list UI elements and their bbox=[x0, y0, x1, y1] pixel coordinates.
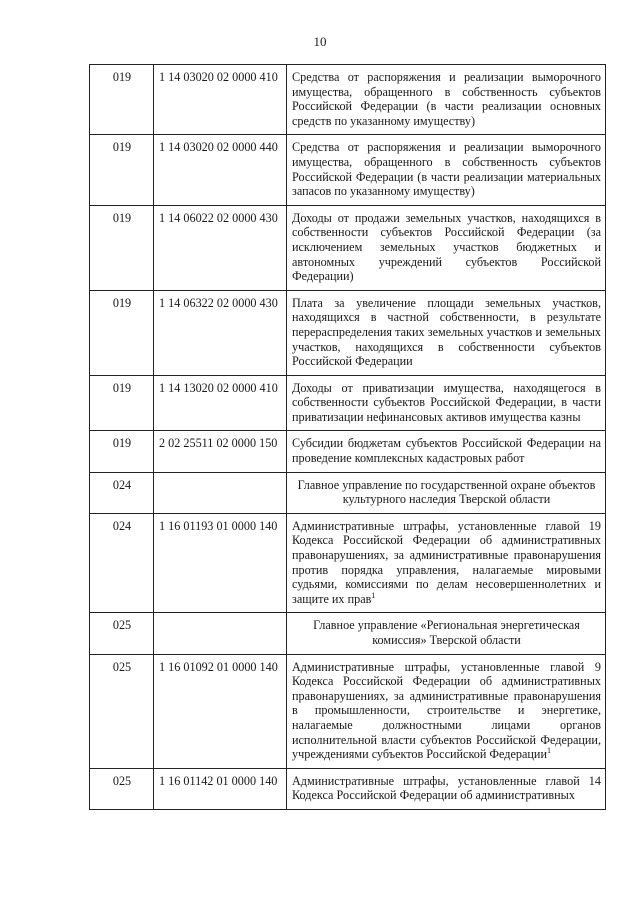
description-text: Главное управление по государственной охране объектов культурного наследия Тверской области bbox=[297, 477, 596, 507]
administrator-name-cell bbox=[287, 613, 606, 654]
budget-code-cell: 1 14 06322 02 0000 430 bbox=[154, 290, 287, 375]
description-cell bbox=[287, 290, 606, 375]
description-text: Административные штрафы, установленные главой 9 Кодекса Российской Федерации об административных правонарушениях, за административные правонарушения в промышленности, строительстве и энергетике, налагаемые должностными лицами органов исполнительной власти субъектов Российской Федерации, учреждениями субъектов Российской Федерации bbox=[292, 659, 601, 762]
table-row bbox=[90, 654, 606, 768]
table-row bbox=[90, 135, 606, 205]
admin-code-cell: 025 bbox=[90, 654, 154, 768]
description-text: Доходы от продажи земельных участков, находящихся в собственности субъектов Российской Федерации (за исключением земельных участков бюджетных и автономных учреждений субъектов Российской Федерации) bbox=[292, 210, 601, 284]
budget-code-cell: 2 02 25511 02 0000 150 bbox=[154, 431, 287, 472]
admin-code-cell: 025 bbox=[90, 613, 154, 654]
table-row bbox=[90, 768, 606, 809]
budget-code-cell bbox=[154, 613, 287, 654]
description-text: Доходы от приватизации имущества, находящегося в собственности субъектов Российской Федерации, в части приватизации нефинансовых активов имущества казны bbox=[292, 380, 601, 424]
description-cell bbox=[287, 135, 606, 205]
budget-code-cell: 1 14 06022 02 0000 430 bbox=[154, 205, 287, 290]
description-text: Административные штрафы, установленные главой 19 Кодекса Российской Федерации об административных правонарушениях, за административные правонарушения против порядка управления, налагаемые мировыми судьями, комиссиями по делам несовершеннолетних и защите их прав bbox=[292, 518, 601, 606]
admin-code-cell: 019 bbox=[90, 135, 154, 205]
footnote-marker: 1 bbox=[371, 590, 376, 600]
description-text: Плата за увеличение площади земельных участков, находящихся в частной собственности, в результате перераспределения таких земельных участков и земельных участков, находящихся в собственности субъектов Российской Федерации bbox=[292, 295, 601, 369]
admin-code-cell: 019 bbox=[90, 290, 154, 375]
description-cell bbox=[287, 431, 606, 472]
admin-code-cell: 019 bbox=[90, 431, 154, 472]
description-cell bbox=[287, 205, 606, 290]
budget-code-cell bbox=[154, 472, 287, 513]
administrator-name-cell bbox=[287, 472, 606, 513]
budget-code-cell: 1 16 01142 01 0000 140 bbox=[154, 768, 287, 809]
description-cell bbox=[287, 65, 606, 135]
admin-code-cell: 024 bbox=[90, 472, 154, 513]
description-text: Административные штрафы, установленные главой 14 Кодекса Российской Федерации об административных bbox=[292, 773, 601, 803]
table-row bbox=[90, 375, 606, 431]
table-row bbox=[90, 65, 606, 135]
table-row bbox=[90, 613, 606, 654]
page-number: 10 bbox=[313, 34, 327, 49]
admin-code-cell: 024 bbox=[90, 513, 154, 613]
table-row bbox=[90, 513, 606, 613]
admin-code-cell: 019 bbox=[90, 375, 154, 431]
table-row bbox=[90, 472, 606, 513]
footnote-marker: 1 bbox=[546, 746, 551, 756]
description-text: Главное управление «Региональная энергетическая комиссия» Тверской области bbox=[313, 618, 580, 647]
budget-code-cell: 1 14 03020 02 0000 440 bbox=[154, 135, 287, 205]
description-cell bbox=[287, 513, 606, 613]
table-row bbox=[90, 205, 606, 290]
table-row bbox=[90, 290, 606, 375]
admin-code-cell: 019 bbox=[90, 65, 154, 135]
budget-code-cell: 1 14 03020 02 0000 410 bbox=[154, 65, 287, 135]
description-text: Средства от распоряжения и реализации выморочного имущества, обращенного в собственность субъектов Российской Федерации (в части реализации основных средств по указанному имуществу) bbox=[292, 70, 601, 128]
description-cell bbox=[287, 654, 606, 768]
admin-code-cell: 019 bbox=[90, 205, 154, 290]
description-text: Средства от распоряжения и реализации выморочного имущества, обращенного в собственность субъектов Российской Федерации (в части реализации материальных запасов по указанному имуществу) bbox=[292, 140, 601, 199]
budget-code-cell: 1 14 13020 02 0000 410 bbox=[154, 375, 287, 431]
table-body bbox=[90, 65, 606, 810]
budget-code-cell: 1 16 01193 01 0000 140 bbox=[154, 513, 287, 613]
description-cell bbox=[287, 768, 606, 809]
admin-code-cell: 025 bbox=[90, 768, 154, 809]
description-text: Субсидии бюджетам субъектов Российской Федерации на проведение комплексных кадастровых работ bbox=[292, 436, 601, 466]
description-cell bbox=[287, 375, 606, 431]
revenue-codes-table bbox=[89, 64, 606, 810]
budget-code-cell: 1 16 01092 01 0000 140 bbox=[154, 654, 287, 768]
table-row bbox=[90, 431, 606, 472]
